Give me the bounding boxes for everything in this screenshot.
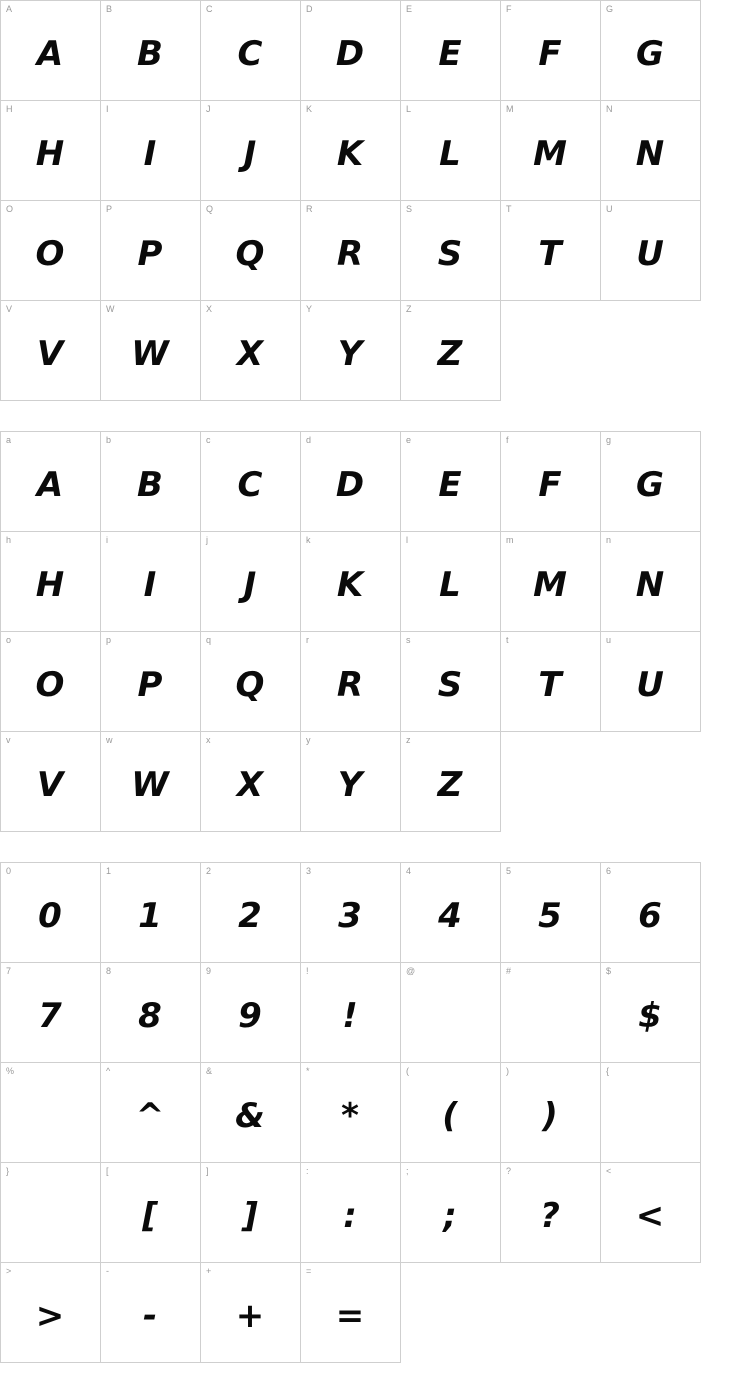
- glyph-render: D: [335, 33, 366, 74]
- glyph-cell[interactable]: [201, 201, 301, 301]
- glyph-code-label: 3: [306, 866, 312, 876]
- glyph-render: W: [131, 764, 170, 805]
- glyph-cell[interactable]: [401, 863, 501, 963]
- glyph-render: V: [36, 333, 65, 374]
- glyph-code-label: G: [606, 4, 614, 14]
- glyph-render: K: [336, 564, 365, 605]
- glyph-render: N: [635, 564, 666, 605]
- glyph-code-label: #: [506, 966, 512, 976]
- glyph-cell[interactable]: [401, 201, 501, 301]
- glyph-cell[interactable]: [601, 1063, 701, 1163]
- glyph-render: 2: [238, 895, 263, 936]
- glyph-cell[interactable]: [101, 1063, 201, 1163]
- glyph-code-label: >: [6, 1266, 12, 1276]
- glyph-render: 7: [38, 995, 63, 1036]
- glyph-code-label: H: [6, 104, 13, 114]
- glyph-code-label: =: [306, 1266, 312, 1276]
- glyph-cell[interactable]: [401, 1163, 501, 1263]
- glyph-code-label: d: [306, 435, 312, 445]
- glyph-cell[interactable]: [301, 301, 401, 401]
- glyph-render: O: [35, 233, 66, 274]
- glyph-code-label: 4: [406, 866, 412, 876]
- glyph-render: [501, 963, 600, 1062]
- glyph-code-label: J: [206, 104, 211, 114]
- glyph-code-label: D: [306, 4, 313, 14]
- glyph-render: F: [538, 33, 563, 74]
- glyph-render: V: [36, 764, 65, 805]
- glyph-cell[interactable]: [101, 732, 201, 832]
- glyph-render: N: [635, 133, 666, 174]
- glyph-render: A: [36, 33, 65, 74]
- glyph-code-label: T: [506, 204, 512, 214]
- glyph-render: =: [335, 1295, 366, 1336]
- glyph-render: *: [341, 1095, 360, 1136]
- glyph-cell[interactable]: [201, 963, 301, 1063]
- glyph-code-label: 1: [106, 866, 112, 876]
- glyph-code-label: M: [506, 104, 514, 114]
- glyph-render: P: [137, 233, 164, 274]
- glyph-render: R: [336, 664, 365, 705]
- glyph-render: J: [243, 564, 258, 605]
- glyph-cell-empty: [601, 732, 701, 832]
- glyph-render: ): [542, 1095, 559, 1136]
- glyph-cell[interactable]: [501, 1, 601, 101]
- glyph-code-label: t: [506, 635, 509, 645]
- glyph-render: M: [533, 564, 568, 605]
- glyph-code-label: w: [106, 735, 113, 745]
- glyph-render: H: [35, 133, 66, 174]
- glyph-cell[interactable]: [501, 1163, 601, 1263]
- glyph-render: U: [636, 664, 665, 705]
- glyph-render: L: [439, 133, 462, 174]
- glyph-code-label: m: [506, 535, 514, 545]
- glyph-cell[interactable]: [1, 1063, 101, 1163]
- glyph-render: R: [336, 233, 365, 274]
- glyph-code-label: Y: [306, 304, 313, 314]
- glyph-cell[interactable]: [501, 101, 601, 201]
- glyph-code-label: X: [206, 304, 213, 314]
- glyph-cell[interactable]: [401, 532, 501, 632]
- glyph-cell[interactable]: [401, 963, 501, 1063]
- glyph-render: G: [636, 464, 665, 505]
- glyph-code-label: }: [6, 1166, 10, 1176]
- glyph-code-label: B: [106, 4, 113, 14]
- glyph-cell[interactable]: [201, 432, 301, 532]
- glyph-code-label: y: [306, 735, 311, 745]
- glyph-cell[interactable]: [301, 632, 401, 732]
- glyph-cell[interactable]: [101, 432, 201, 532]
- glyph-render: P: [137, 664, 164, 705]
- glyph-code-label: p: [106, 635, 112, 645]
- glyph-cell[interactable]: [1, 1, 101, 101]
- glyph-code-label: ;: [406, 1166, 409, 1176]
- glyph-render: 5: [538, 895, 563, 936]
- glyph-cell[interactable]: [301, 101, 401, 201]
- glyph-render: L: [439, 564, 462, 605]
- glyph-code-label: v: [6, 735, 11, 745]
- glyph-render: E: [438, 464, 463, 505]
- glyph-code-label: [: [106, 1166, 109, 1176]
- glyph-code-label: -: [106, 1266, 109, 1276]
- glyph-render: [401, 963, 500, 1062]
- glyph-cell[interactable]: [201, 732, 301, 832]
- glyph-code-label: P: [106, 204, 113, 214]
- glyph-cell[interactable]: [1, 432, 101, 532]
- glyph-render: 6: [638, 895, 663, 936]
- glyph-cell[interactable]: [1, 1263, 101, 1363]
- glyph-code-label: c: [206, 435, 211, 445]
- glyph-cell[interactable]: [1, 301, 101, 401]
- glyph-code-label: O: [6, 204, 14, 214]
- glyph-cell[interactable]: [601, 632, 701, 732]
- glyph-render: S: [437, 233, 464, 274]
- glyph-grid-digits-symbols: [0, 862, 701, 1363]
- glyph-code-label: {: [606, 1066, 610, 1076]
- glyph-cell[interactable]: [501, 432, 601, 532]
- glyph-render: Z: [437, 333, 464, 374]
- glyph-code-label: ^: [106, 1066, 111, 1076]
- glyph-cell[interactable]: [201, 1063, 301, 1163]
- glyph-code-label: I: [106, 104, 109, 114]
- glyph-cell-empty: [601, 301, 701, 401]
- glyph-cell-empty: [501, 732, 601, 832]
- glyph-cell[interactable]: [301, 1163, 401, 1263]
- glyph-cell[interactable]: [401, 101, 501, 201]
- glyph-code-label: &: [206, 1066, 213, 1076]
- glyph-cell[interactable]: [101, 1, 201, 101]
- glyph-cell[interactable]: [1, 732, 101, 832]
- glyph-cell[interactable]: [1, 1163, 101, 1263]
- glyph-cell[interactable]: [1, 201, 101, 301]
- glyph-cell[interactable]: [301, 732, 401, 832]
- glyph-code-label: R: [306, 204, 313, 214]
- glyph-render: 9: [238, 995, 263, 1036]
- glyph-render: K: [336, 133, 365, 174]
- glyph-render: Q: [235, 233, 266, 274]
- glyph-cell[interactable]: [501, 632, 601, 732]
- glyph-code-label: 7: [6, 966, 12, 976]
- glyph-code-label: Z: [406, 304, 412, 314]
- glyph-code-label: o: [6, 635, 12, 645]
- glyph-cell[interactable]: [201, 1163, 301, 1263]
- glyph-cell[interactable]: [1, 532, 101, 632]
- glyph-cell[interactable]: [401, 1063, 501, 1163]
- glyph-cell[interactable]: [101, 532, 201, 632]
- glyph-cell[interactable]: [301, 432, 401, 532]
- glyph-cell[interactable]: [1, 863, 101, 963]
- glyph-render: 1: [138, 895, 163, 936]
- glyph-render: 8: [138, 995, 163, 1036]
- glyph-cell[interactable]: [1, 963, 101, 1063]
- glyph-code-label: F: [506, 4, 512, 14]
- glyph-render: J: [243, 133, 258, 174]
- glyph-cell[interactable]: [601, 963, 701, 1063]
- glyph-code-label: :: [306, 1166, 309, 1176]
- glyph-code-label: C: [206, 4, 213, 14]
- glyph-render: +: [235, 1295, 266, 1336]
- glyph-code-label: l: [406, 535, 408, 545]
- glyph-cell[interactable]: [201, 1263, 301, 1363]
- glyph-render: O: [35, 664, 66, 705]
- glyph-render: D: [335, 464, 366, 505]
- glyph-render: $: [638, 995, 663, 1036]
- glyph-render: [1, 1063, 100, 1162]
- glyph-render: Y: [337, 333, 364, 374]
- glyph-cell[interactable]: [501, 532, 601, 632]
- glyph-render: M: [533, 133, 568, 174]
- glyph-code-label: W: [106, 304, 115, 314]
- glyph-code-label: Q: [206, 204, 214, 214]
- glyph-code-label: x: [206, 735, 211, 745]
- glyph-code-label: ?: [506, 1166, 512, 1176]
- glyph-render: 0: [38, 895, 63, 936]
- glyph-render: 4: [438, 895, 463, 936]
- glyph-cell[interactable]: [501, 863, 601, 963]
- glyph-grid-lowercase: [0, 431, 701, 832]
- glyph-cell[interactable]: [201, 101, 301, 201]
- glyph-cell[interactable]: [301, 863, 401, 963]
- glyph-render: [601, 1063, 700, 1162]
- glyph-cell[interactable]: [201, 1, 301, 101]
- glyph-render: W: [131, 333, 170, 374]
- glyph-code-label: 2: [206, 866, 212, 876]
- glyph-render: Q: [235, 664, 266, 705]
- block-separator: [0, 832, 740, 862]
- glyph-code-label: S: [406, 204, 413, 214]
- glyph-cell[interactable]: [601, 863, 701, 963]
- glyph-code-label: h: [6, 535, 12, 545]
- glyph-cell[interactable]: [101, 863, 201, 963]
- glyph-render: (: [442, 1095, 459, 1136]
- glyph-code-label: f: [506, 435, 509, 445]
- glyph-render: G: [636, 33, 665, 74]
- glyph-code-label: j: [206, 535, 208, 545]
- glyph-cell[interactable]: [201, 863, 301, 963]
- glyph-cell[interactable]: [401, 632, 501, 732]
- glyph-cell[interactable]: [501, 963, 601, 1063]
- glyph-render: [1, 1163, 100, 1262]
- glyph-cell[interactable]: [101, 301, 201, 401]
- glyph-code-label: ): [506, 1066, 509, 1076]
- glyph-render: ?: [540, 1195, 561, 1236]
- glyph-render: X: [236, 333, 265, 374]
- glyph-code-label: q: [206, 635, 212, 645]
- glyph-cell[interactable]: [601, 101, 701, 201]
- glyph-code-label: V: [6, 304, 13, 314]
- glyph-render: I: [143, 564, 158, 605]
- glyph-code-label: +: [206, 1266, 212, 1276]
- glyph-render: Z: [437, 764, 464, 805]
- glyph-render: ]: [242, 1195, 259, 1236]
- glyph-render: F: [538, 464, 563, 505]
- glyph-render: ;: [443, 1195, 458, 1236]
- glyph-render: E: [438, 33, 463, 74]
- glyph-cell[interactable]: [601, 1163, 701, 1263]
- glyph-cell[interactable]: [101, 1263, 201, 1363]
- glyph-cell[interactable]: [501, 1063, 601, 1163]
- glyph-render: &: [235, 1095, 266, 1136]
- glyph-cell-empty: [501, 1263, 601, 1363]
- glyph-render: [: [142, 1195, 159, 1236]
- glyph-code-label: 9: [206, 966, 212, 976]
- glyph-cell[interactable]: [101, 1163, 201, 1263]
- glyph-code-label: %: [6, 1066, 15, 1076]
- block-separator: [0, 401, 740, 431]
- glyph-code-label: A: [6, 4, 13, 14]
- glyph-code-label: k: [306, 535, 311, 545]
- glyph-render: S: [437, 664, 464, 705]
- glyph-cell[interactable]: [301, 1063, 401, 1163]
- glyph-cell-empty: [501, 301, 601, 401]
- glyph-cell[interactable]: [401, 732, 501, 832]
- glyph-code-label: r: [306, 635, 309, 645]
- glyph-cell[interactable]: [101, 963, 201, 1063]
- glyph-code-label: @: [406, 966, 416, 976]
- glyph-cell[interactable]: [501, 201, 601, 301]
- glyph-code-label: ]: [206, 1166, 209, 1176]
- glyph-code-label: i: [106, 535, 108, 545]
- glyph-code-label: a: [6, 435, 12, 445]
- glyph-code-label: E: [406, 4, 413, 14]
- glyph-render: T: [538, 664, 563, 705]
- glyph-cell-empty: [401, 1263, 501, 1363]
- glyph-render: 3: [338, 895, 363, 936]
- glyph-render: X: [236, 764, 265, 805]
- glyph-render: A: [36, 464, 65, 505]
- glyph-cell[interactable]: [601, 532, 701, 632]
- glyph-render: U: [636, 233, 665, 274]
- glyph-render: ^: [135, 1095, 166, 1136]
- glyph-render: -: [142, 1295, 159, 1336]
- glyph-cell[interactable]: [101, 101, 201, 201]
- glyph-cell[interactable]: [301, 532, 401, 632]
- glyph-cell[interactable]: [201, 532, 301, 632]
- glyph-code-label: N: [606, 104, 613, 114]
- glyph-cell[interactable]: [401, 432, 501, 532]
- glyph-cell-empty: [601, 1263, 701, 1363]
- glyph-render: :: [343, 1195, 358, 1236]
- glyph-code-label: 0: [6, 866, 12, 876]
- glyph-render: I: [143, 133, 158, 174]
- glyph-render: T: [538, 233, 563, 274]
- glyph-cell[interactable]: [1, 101, 101, 201]
- glyph-code-label: b: [106, 435, 112, 445]
- glyph-render: B: [137, 464, 164, 505]
- glyph-code-label: !: [306, 966, 309, 976]
- glyph-code-label: (: [406, 1066, 409, 1076]
- glyph-render: <: [635, 1195, 666, 1236]
- glyph-render: >: [35, 1295, 66, 1336]
- glyph-cell[interactable]: [101, 632, 201, 732]
- glyph-code-label: L: [406, 104, 412, 114]
- glyph-cell[interactable]: [401, 1, 501, 101]
- glyph-code-label: $: [606, 966, 612, 976]
- glyph-cell[interactable]: [101, 201, 201, 301]
- glyph-code-label: n: [606, 535, 612, 545]
- glyph-grid-uppercase: [0, 0, 701, 401]
- glyph-code-label: g: [606, 435, 612, 445]
- glyph-render: C: [237, 33, 264, 74]
- glyph-render: !: [342, 995, 359, 1036]
- glyph-code-label: e: [406, 435, 412, 445]
- glyph-render: Y: [337, 764, 364, 805]
- glyph-code-label: 5: [506, 866, 512, 876]
- glyph-code-label: <: [606, 1166, 612, 1176]
- glyph-cell[interactable]: [201, 632, 301, 732]
- glyph-cell[interactable]: [401, 301, 501, 401]
- glyph-render: C: [237, 464, 264, 505]
- glyph-cell[interactable]: [601, 201, 701, 301]
- glyph-cell[interactable]: [601, 1, 701, 101]
- glyph-code-label: z: [406, 735, 411, 745]
- glyph-code-label: *: [306, 1066, 310, 1076]
- glyph-code-label: U: [606, 204, 613, 214]
- glyph-code-label: K: [306, 104, 313, 114]
- glyph-code-label: s: [406, 635, 411, 645]
- glyph-cell[interactable]: [301, 963, 401, 1063]
- glyph-code-label: 6: [606, 866, 612, 876]
- glyph-cell[interactable]: [301, 1, 401, 101]
- glyph-cell[interactable]: [201, 301, 301, 401]
- glyph-code-label: u: [606, 635, 612, 645]
- glyph-code-label: 8: [106, 966, 112, 976]
- glyph-cell[interactable]: [301, 201, 401, 301]
- glyph-cell[interactable]: [301, 1263, 401, 1363]
- glyph-cell[interactable]: [601, 432, 701, 532]
- glyph-render: B: [137, 33, 164, 74]
- glyph-cell[interactable]: [1, 632, 101, 732]
- glyph-render: H: [35, 564, 66, 605]
